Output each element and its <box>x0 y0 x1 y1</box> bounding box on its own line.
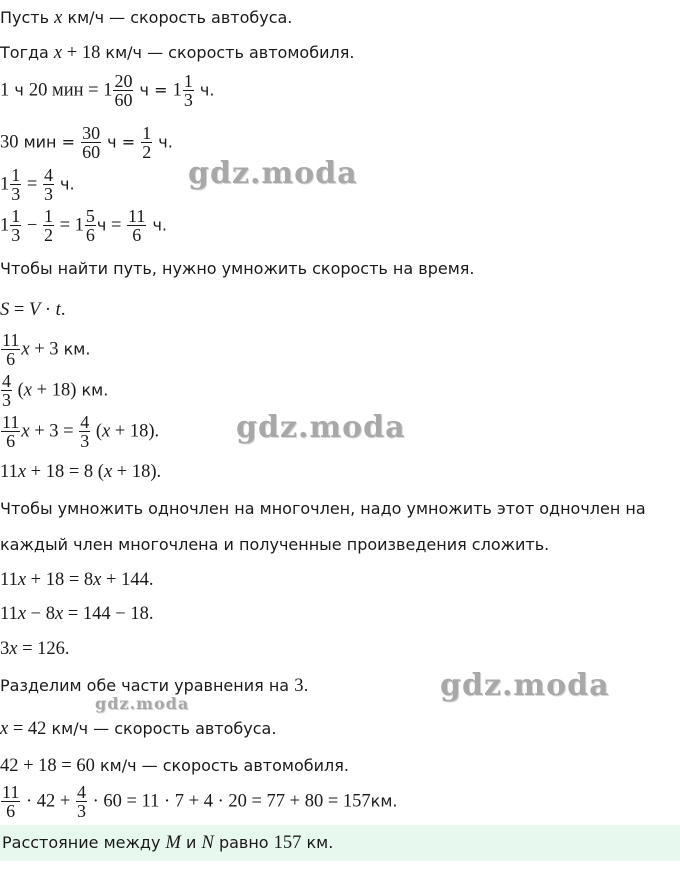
denominator: 3 <box>80 431 90 452</box>
math: 11 <box>0 570 18 590</box>
fraction <box>76 783 87 821</box>
line-divide <box>0 677 309 696</box>
line-bus-speed <box>0 9 292 28</box>
denominator: 60 <box>114 90 133 111</box>
math: · 42 + <box>21 791 75 812</box>
numerator: 11 <box>2 330 20 350</box>
numerator: 4 <box>80 412 90 432</box>
var-x: x <box>93 570 102 590</box>
line-collect <box>0 605 153 624</box>
denominator: 3 <box>183 90 193 111</box>
line-3x <box>0 640 70 659</box>
math: 1 <box>103 80 113 101</box>
math: + 18 = 8 <box>26 570 94 590</box>
math: 1 <box>74 215 84 236</box>
math: = 42 <box>8 719 47 739</box>
var-x: x <box>9 639 18 659</box>
watermark-logo: gdz.moda <box>236 410 406 445</box>
numerator: 1 <box>43 206 53 226</box>
math: = 144 − 18. <box>63 604 154 624</box>
math: · <box>40 300 56 320</box>
denominator: 2 <box>43 225 53 246</box>
line-path-rule: Чтобы найти путь, нужно умножить скорость на время. <box>0 259 475 278</box>
line-difference <box>0 207 167 245</box>
text: км/ч — скорость автомобиля. <box>94 756 349 775</box>
var-t: t <box>55 300 61 320</box>
text: . <box>303 676 309 695</box>
line-bus-answer <box>0 720 276 739</box>
fraction <box>81 124 101 162</box>
text: км. <box>370 791 398 811</box>
math: = <box>54 215 75 236</box>
math: = <box>9 300 29 320</box>
text: км/ч — скорость автобуса. <box>46 719 277 738</box>
text: км/ч — скорость автомобиля. <box>100 43 355 62</box>
var-x: x <box>17 604 27 624</box>
denominator: 6 <box>6 801 16 822</box>
text: км/ч — скорость автобуса. <box>62 8 293 27</box>
fraction <box>1 413 20 451</box>
fraction <box>1 783 20 821</box>
var-x: x <box>103 462 113 482</box>
numerator: 1 <box>183 71 193 91</box>
var-n: N <box>201 833 214 853</box>
denominator: 3 <box>11 225 21 246</box>
denominator: 60 <box>82 142 101 163</box>
line-rule-1: Чтобы умножить одночлен на многочлен, надо умножить этот одночлен на <box>0 499 646 518</box>
text: ч = <box>102 132 141 152</box>
numerator: 1 <box>11 165 21 185</box>
numerator: 4 <box>2 371 11 391</box>
math: 157 <box>273 833 302 853</box>
var-x: x <box>23 380 33 401</box>
line-formula <box>0 301 65 320</box>
text: ч. <box>54 174 75 194</box>
text: Пусть <box>0 8 55 27</box>
text: км. <box>301 833 334 852</box>
denominator: 3 <box>2 390 11 411</box>
text: ч = <box>134 80 173 100</box>
math: − 8 <box>26 604 55 624</box>
fraction <box>183 72 194 110</box>
var-s: S <box>0 300 10 320</box>
fraction <box>79 413 90 451</box>
math: 1 <box>172 80 182 101</box>
fraction <box>127 207 146 245</box>
var-x: x <box>21 339 30 360</box>
math: = 126. <box>17 639 70 659</box>
text: Тогда <box>0 43 54 62</box>
line-distance-car <box>0 372 108 410</box>
denominator: 6 <box>85 225 95 246</box>
line-equation-2 <box>0 463 161 482</box>
text: ч. <box>147 215 167 235</box>
math: + 3 = <box>29 421 79 442</box>
text: и <box>180 833 202 852</box>
var-x: x <box>0 719 9 739</box>
denominator: 6 <box>6 431 16 452</box>
fraction <box>141 124 152 162</box>
fraction <box>85 207 96 245</box>
denominator: 2 <box>142 142 152 163</box>
watermark-logo: gdz.moda <box>95 694 190 713</box>
math: 3 <box>294 676 304 696</box>
math: + 18 <box>62 43 101 63</box>
math: 3 <box>0 639 10 659</box>
line-equation <box>0 413 159 451</box>
math: ( <box>91 421 102 442</box>
text: ч <box>96 215 107 235</box>
line-one-third <box>0 166 75 204</box>
line-car-answer <box>0 757 349 776</box>
text: Расстояние между <box>2 833 166 852</box>
fraction <box>10 166 21 204</box>
math: 1 <box>0 80 10 101</box>
math: 42 + 18 = 60 <box>0 756 95 776</box>
var-x: x <box>101 421 111 442</box>
var-x: x <box>54 8 63 28</box>
math: + 18 = 8 ( <box>26 462 104 482</box>
var-x: x <box>54 604 64 624</box>
numerator: 20 <box>114 71 133 91</box>
numerator: 4 <box>76 782 86 802</box>
fraction <box>10 207 21 245</box>
text: ч. <box>194 80 215 100</box>
text: Разделим обе части уравнения на <box>0 676 295 695</box>
var-x: x <box>53 43 63 63</box>
math: ( <box>13 380 24 401</box>
fraction <box>1 331 20 369</box>
fraction <box>43 166 54 204</box>
math: + 3 <box>29 339 59 360</box>
math: 1 <box>0 174 10 195</box>
line-expanded <box>0 571 153 590</box>
numerator: 11 <box>2 782 20 802</box>
var-x: x <box>21 421 30 442</box>
watermark-logo: gdz.moda <box>188 156 358 191</box>
line-distance-bus <box>0 331 90 369</box>
math: 30 <box>0 132 19 153</box>
text: ч. <box>153 132 173 152</box>
var-m: M <box>165 833 181 853</box>
math: + 18). <box>112 462 162 482</box>
text: км. <box>58 339 91 359</box>
math: + 18). <box>110 421 160 442</box>
math: + 18) <box>32 380 77 401</box>
numerator: 11 <box>2 412 20 432</box>
math: . <box>60 300 66 320</box>
text: км. <box>76 380 109 400</box>
line-rule-2: каждый член многочлена и полученные произведения сложить. <box>0 535 550 554</box>
math: · 60 = 11 · 7 + 4 · 20 = 77 + 80 = 157 <box>87 791 371 812</box>
var-x: x <box>17 462 27 482</box>
denominator: 3 <box>76 801 86 822</box>
numerator: 11 <box>128 206 146 226</box>
fraction <box>43 207 54 245</box>
text: ч <box>9 80 29 100</box>
denominator: 3 <box>43 184 53 205</box>
math: − <box>22 215 42 236</box>
math: мин = <box>47 80 104 101</box>
text: равно <box>213 833 274 852</box>
math: = <box>106 215 127 236</box>
math: 20 <box>28 80 48 101</box>
math: 1 <box>0 215 10 236</box>
fraction <box>113 72 133 110</box>
numerator: 1 <box>11 206 21 226</box>
denominator: 6 <box>132 225 142 246</box>
line-time-conversion <box>0 72 214 110</box>
math: 11 <box>0 604 18 624</box>
math: = <box>22 174 42 195</box>
line-total-distance <box>0 783 398 821</box>
denominator: 3 <box>11 184 21 205</box>
numerator: 4 <box>43 165 53 185</box>
var-v: V <box>28 300 41 320</box>
numerator: 1 <box>142 123 152 143</box>
watermark-logo: gdz.moda <box>440 668 610 703</box>
numerator: 5 <box>85 206 95 226</box>
math: + 144. <box>101 570 154 590</box>
line-car-speed <box>0 44 354 63</box>
fraction <box>1 372 12 410</box>
answer-text <box>2 834 333 853</box>
var-x: x <box>17 570 27 590</box>
math: 11 <box>0 462 18 482</box>
line-30-min <box>0 124 173 162</box>
numerator: 30 <box>82 123 101 143</box>
text: мин = <box>18 132 81 152</box>
denominator: 6 <box>6 349 16 370</box>
